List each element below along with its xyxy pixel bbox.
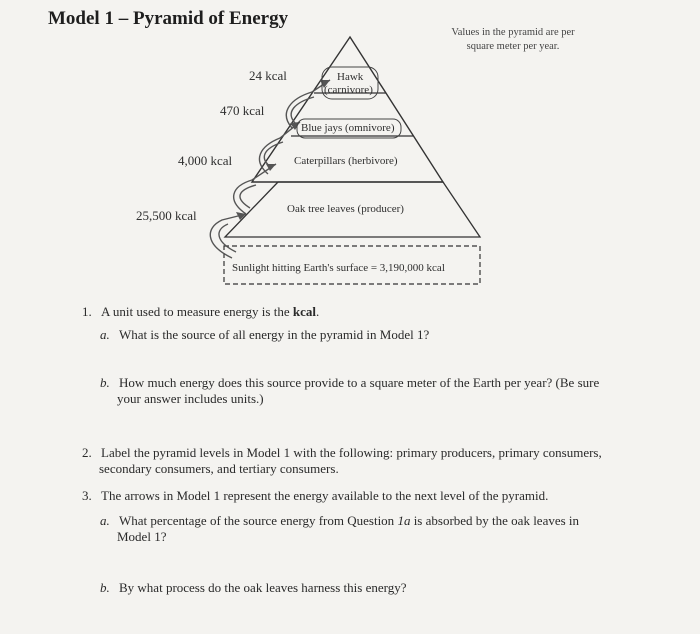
- energy-level-1: 25,500 kcal: [136, 208, 197, 223]
- question-1b: [100, 375, 599, 391]
- question-2: [82, 445, 602, 461]
- bluejays-label: Blue jays (omnivore): [301, 122, 395, 134]
- caterpillars-label: Caterpillars (herbivore): [294, 155, 398, 167]
- question-1b-text-line1: How much energy does this source provide to a square meter of the Earth per year? (Be sure: [119, 375, 600, 390]
- question-1-number: 1.: [82, 304, 92, 319]
- question-3a-letter: a.: [100, 513, 110, 528]
- question-1a-letter: a.: [100, 327, 110, 342]
- question-3-number: 3.: [82, 488, 92, 503]
- energy-level-2: 4,000 kcal: [178, 153, 233, 168]
- question-3: [82, 488, 548, 504]
- question-2-text-line2: secondary consumers, and tertiary consumers.: [99, 461, 339, 476]
- question-1: [82, 304, 319, 320]
- question-1b-letter: b.: [100, 375, 110, 390]
- hawk-label: Hawk: [337, 71, 364, 83]
- question-3a: [100, 513, 579, 529]
- question-1a-text: What is the source of all energy in the pyramid in Model 1?: [119, 327, 430, 342]
- question-3b-letter: b.: [100, 580, 110, 595]
- question-1-text: A unit used to measure energy is the kcal.: [101, 304, 320, 319]
- energy-level-3: 470 kcal: [220, 103, 265, 118]
- question-1a: [100, 327, 429, 343]
- question-1b-text-line2: your answer includes units.): [117, 391, 264, 406]
- question-3b: [100, 580, 407, 596]
- hawk-sublabel: (carnivore): [324, 84, 373, 96]
- units-note: Values in the pyramid are per square meter per year.: [451, 27, 575, 52]
- question-3a-text-line1: What percentage of the source energy from Question 1a is absorbed by the oak leaves in: [119, 513, 580, 528]
- oak-leaves-label: Oak tree leaves (producer): [287, 203, 404, 215]
- question-3-text: The arrows in Model 1 represent the energy available to the next level of the pyramid.: [101, 488, 549, 503]
- question-2-number: 2.: [82, 445, 92, 460]
- question-2-text-line1: Label the pyramid levels in Model 1 with the following: primary producers, primary consumers,: [101, 445, 602, 460]
- energy-level-4: 24 kcal: [249, 68, 287, 83]
- question-3a-text-line2: Model 1?: [117, 529, 167, 544]
- sunlight-label: Sunlight hitting Earth's surface = 3,190,000 kcal: [232, 262, 445, 274]
- question-3b-text: By what process do the oak leaves harness this energy?: [119, 580, 407, 595]
- page-title: Model 1 – Pyramid of Energy: [48, 8, 289, 29]
